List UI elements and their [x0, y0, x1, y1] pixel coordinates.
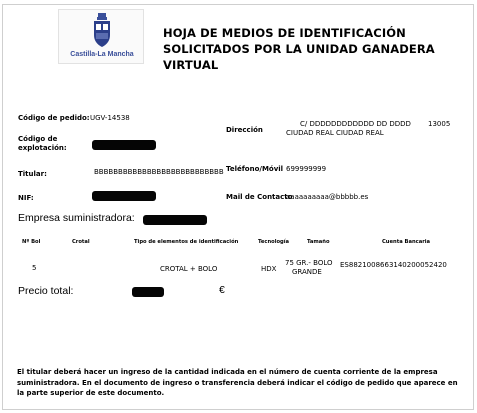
explotacion-label: Código de explotación:	[18, 135, 67, 152]
nif-label: NIF:	[18, 194, 34, 202]
table-header-bol: Nº Bol	[22, 239, 41, 245]
table-header-tecnologia: Tecnología	[258, 239, 290, 245]
table-header-crotal: Crotal	[72, 239, 90, 245]
logo	[58, 9, 144, 64]
titular-label: Titular:	[18, 170, 47, 178]
pedido-label: Código de pedido:	[18, 114, 90, 122]
row-cuenta: ES8821008663140200052420	[340, 261, 447, 269]
titular-value: BBBBBBBBBBBBBBBBBBBBBBBBBBB	[94, 168, 224, 176]
mail-label: Mail de Contacto	[226, 193, 293, 201]
explotacion-redacted	[92, 140, 156, 150]
direccion-line1: C/ DDDDDDDDDDDD DD DDDD	[300, 120, 411, 128]
telefono-value: 699999999	[286, 165, 327, 173]
row-tipo: CROTAL + BOLO	[160, 265, 218, 273]
telefono-label: Teléfono/Móvil	[226, 165, 284, 173]
direccion-label: Dirección	[226, 126, 263, 134]
row-tamano-line1: 75 GR.- BOLO	[285, 259, 333, 267]
precio-label: Precio total:	[18, 285, 74, 297]
logo-text: Castilla-La Mancha	[70, 51, 134, 58]
instructions-note: El titular deberá hacer un ingreso de la cantidad indicada en el número de cuenta corriente de la empresa suministradora. En el documento de ingreso o transferencia deberá indicar el código de pedido que aparece en la parte superior de este documento.	[17, 368, 458, 397]
mail-value: aaaaaaaaaa@bbbbb.es	[286, 193, 369, 201]
direccion-line2: CIUDAD REAL CIUDAD REAL	[286, 129, 384, 137]
precio-currency: €	[219, 284, 225, 296]
pedido-value: UGV-14538	[90, 114, 130, 122]
row-bol: 5	[32, 264, 37, 272]
table-header-tamano: Tamaño	[307, 239, 330, 245]
direccion-cp: 13005	[428, 120, 451, 128]
table-header-cuenta: Cuenta Bancaria	[382, 239, 431, 245]
coat-of-arms-icon	[92, 13, 112, 49]
table-header-tipo: Tipo de elementos de identificación	[134, 239, 239, 245]
document-title: HOJA DE MEDIOS DE IDENTIFICACIÓN SOLICITADOS POR LA UNIDAD GANADERA VIRTUAL	[163, 26, 435, 72]
empresa-redacted	[143, 215, 207, 225]
precio-redacted	[132, 287, 164, 297]
row-tecnologia: HDX	[261, 265, 277, 273]
row-tamano-line2: GRANDE	[292, 268, 322, 276]
empresa-label: Empresa suministradora:	[18, 212, 135, 224]
nif-redacted	[92, 191, 156, 201]
